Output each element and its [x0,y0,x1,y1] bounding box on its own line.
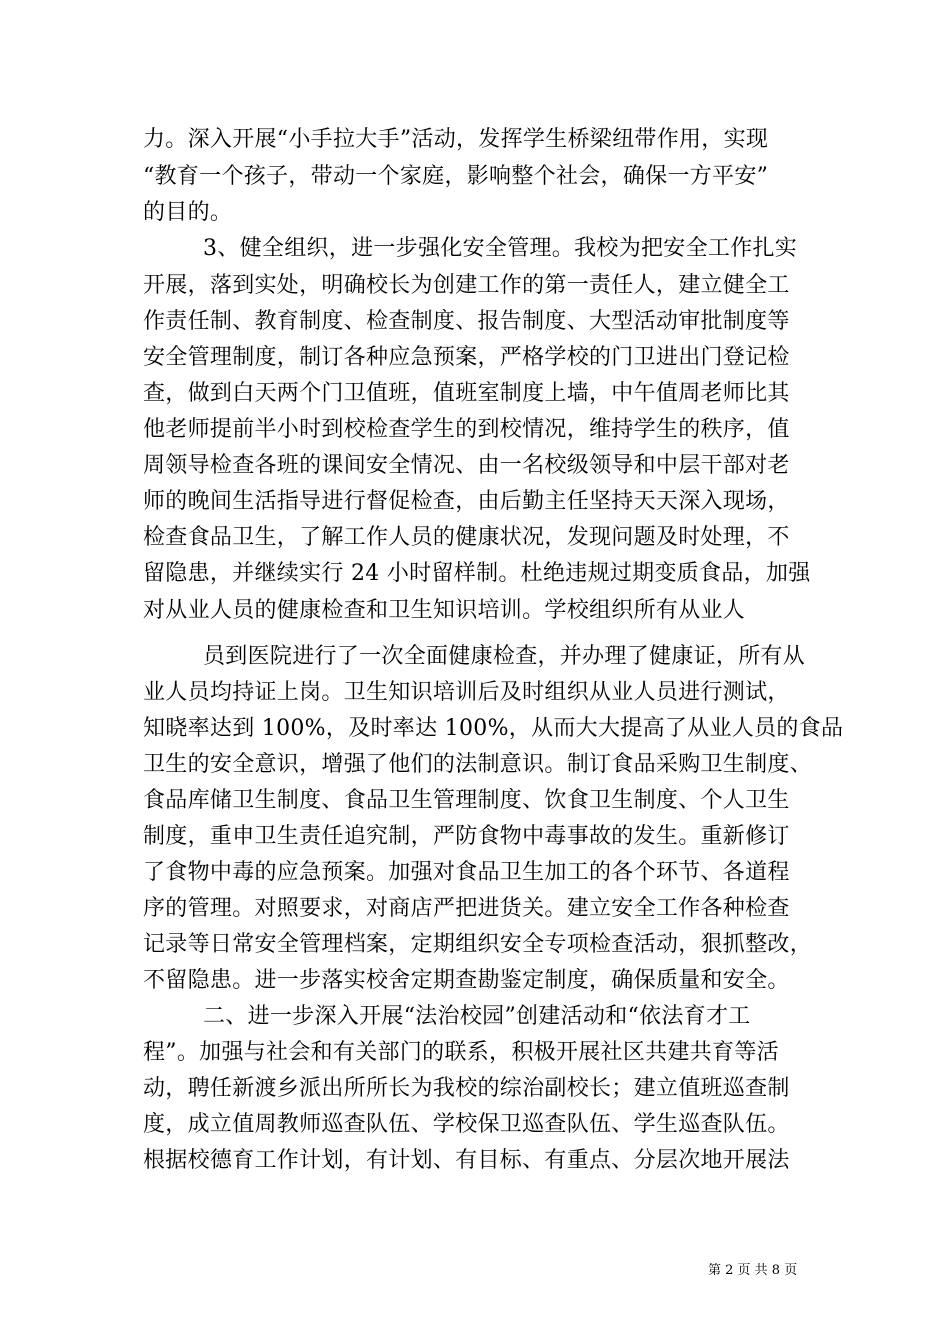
text-line: 动，聘任新渡乡派出所所长为我校的综治副校长；建立值班巡查制 [143,1076,790,1101]
text-line: 序的管理。对照要求，对商店严把进货关。建立安全工作各种检查 [143,896,790,921]
text-line: 制度，重申卫生责任追究制，严防食物中毒事故的发生。重新修订 [143,824,790,849]
text-line: 他老师提前半小时到校检查学生的到校情况，维持学生的秩序，值 [143,417,790,442]
text-line: 知晓率达到 100%，及时率达 100%，从而大大提高了从业人员的食品 [143,716,844,741]
text-line: “教育一个孩子，带动一个家庭，影响整个社会，确保一方平安” [143,164,769,189]
page-number-footer: 第 2 页 共 8 页 [708,1263,798,1278]
text-line: 检查食品卫生，了解工作人员的健康状况，发现问题及时处理，不 [143,525,790,550]
text-line: 度，成立值周教师巡查队伍、学校保卫巡查队伍、学生巡查队伍。 [143,1112,790,1137]
text-line: 的目的。 [143,200,233,225]
text-line: 安全管理制度，制订各种应急预案，严格学校的门卫进出门登记检 [143,345,790,370]
paragraph-start-line: 二、进一步深入开展“法治校园”创建活动和“依法育才工 [203,1004,751,1029]
text-line: 师的晚间生活指导进行督促检查，由后勤主任坚持天天深入现场， [143,489,790,514]
text-line: 不留隐患。进一步落实校舍定期查勘鉴定制度，确保质量和安全。 [143,968,790,993]
text-line: 记录等日常安全管理档案，定期组织安全专项检查活动，狠抓整改， [143,932,813,957]
text-line: 程”。加强与社会和有关部门的联系，积极开展社区共建共育等活 [143,1040,779,1065]
text-line: 查，做到白天两个门卫值班，值班室制度上墙，中午值周老师比其 [143,381,790,406]
text-line: 周领导检查各班的课间安全情况、由一名校级领导和中层干部对老 [143,453,790,478]
text-line: 业人员均持证上岗。卫生知识培训后及时组织从业人员进行测试， [143,680,790,705]
text-line: 对从业人员的健康检查和卫生知识培训。学校组织所有从业人 [143,598,746,623]
paragraph-start-line: 3、健全组织，进一步强化安全管理。我校为把安全工作扎实 [203,236,798,261]
text-line: 根据校德育工作计划，有计划、有目标、有重点、分层次地开展法 [143,1148,790,1173]
text-line: 卫生的安全意识，增强了他们的法制意识。制订食品采购卫生制度、 [143,752,813,777]
text-line: 食品库储卫生制度、食品卫生管理制度、饮食卫生制度、个人卫生 [143,788,790,813]
paragraph-start-line: 员到医院进行了一次全面健康检查，并办理了健康证，所有从 [203,644,806,669]
text-line: 留隐患，并继续实行 24 小时留样制。杜绝违规过期变质食品，加强 [143,561,811,586]
text-line: 开展，落到实处，明确校长为创建工作的第一责任人，建立健全工 [143,273,790,298]
text-line: 了食物中毒的应急预案。加强对食品卫生加工的各个环节、各道程 [143,860,790,885]
text-line: 作责任制、教育制度、检查制度、报告制度、大型活动审批制度等 [143,309,790,334]
text-line: 力。深入开展“小手拉大手”活动，发挥学生桥梁纽带作用，实现 [143,127,769,152]
